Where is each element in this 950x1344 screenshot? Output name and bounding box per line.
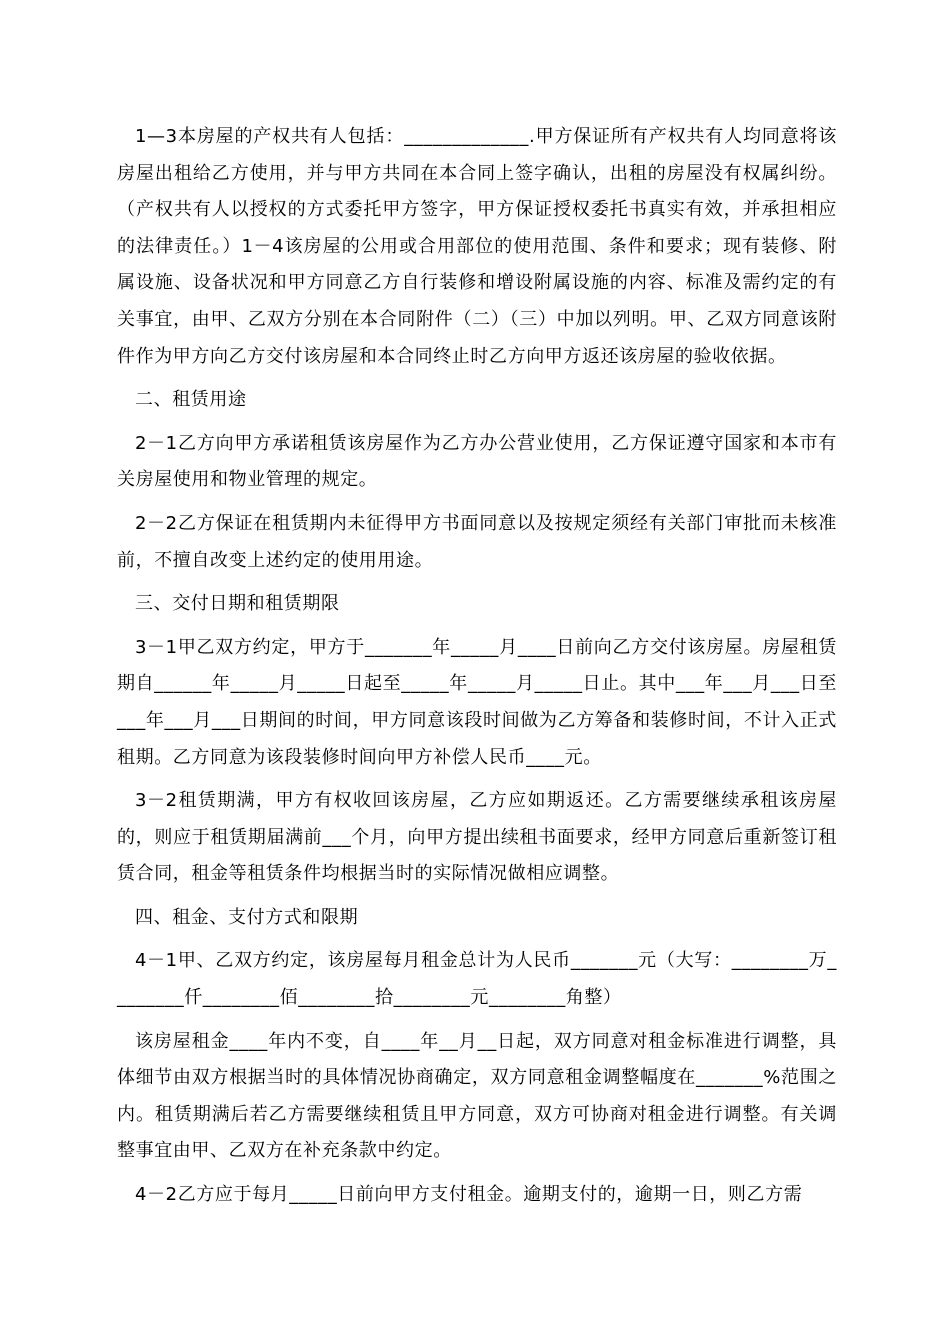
clause-4-2-paragraph: 4－2乙方应于每月_____日前向甲方支付租金。逾期支付的，逾期一日，则乙方需: [135, 1184, 803, 1206]
clause-2-1-paragraph: 2－1乙方向甲方承诺租赁该房屋作为乙方办公营业使用，乙方保证遵守国家和本市有关房屋使用和物业管理的规定。: [117, 432, 837, 491]
section-2-heading: 二、租赁用途: [135, 389, 247, 411]
clause-3-1-paragraph: 3－1甲乙双方约定，甲方于_______年_____月____日前向乙方交付该房屋。房屋租赁期自______年_____月_____日起至_____年_____月_____日止。其中___年___月___日至___年___月___日期间的时间，甲方同意该段时间做为乙方筹备和装修时间，不计入正式租期。乙方同意为该段装修时间向甲方补偿人民币____元。: [117, 636, 837, 768]
clause-1-3-paragraph: 1—3本房屋的产权共有人包括：_____________.甲方保证所有产权共有人均同意将该房屋出租给乙方使用，并与甲方共同在本合同上签字确认，出租的房屋没有权属纠纷。（产权共有人以授权的方式委托甲方签字，甲方保证授权委托书真实有效，并承担相应的法律责任。）1－4该房屋的公用或合用部位的使用范围、条件和要求；现有装修、附属设施、设备状况和甲方同意乙方自行装修和增设附属设施的内容、标准及需约定的有关事宜，由甲、乙双方分别在本合同附件（二）（三）中加以列明。甲、乙双方同意该附件作为甲方向乙方交付该房屋和本合同终止时乙方向甲方返还该房屋的验收依据。: [117, 126, 837, 367]
document-page: [117, 119, 837, 1221]
clause-2-2-paragraph: 2－2乙方保证在租赁期内未征得甲方书面同意以及按规定须经有关部门审批而未核准前，不擅自改变上述约定的使用用途。: [117, 512, 837, 571]
clause-4-1-paragraph: 4－1甲、乙双方约定，该房屋每月租金总计为人民币_______元（大写：________万________仟________佰________拾________元________角整）: [117, 950, 837, 1009]
rent-adjustment-paragraph: 该房屋租金____年内不变，自____年__月__日起，双方同意对租金标准进行调整，具体细节由双方根据当时的具体情况协商确定，双方同意租金调整幅度在_______%范围之内。租赁期满后若乙方需要继续租赁且甲方同意，双方可协商对租金进行调整。有关调整事宜由甲、乙双方在补充条款中约定。: [117, 1030, 837, 1162]
section-3-heading: 三、交付日期和租赁期限: [135, 593, 340, 615]
clause-3-2-paragraph: 3－2租赁期满，甲方有权收回该房屋，乙方应如期返还。乙方需要继续承租该房屋的，则应于租赁期届满前___个月，向甲方提出续租书面要求，经甲方同意后重新签订租赁合同，租金等租赁条件均根据当时的实际情况做相应调整。: [117, 790, 837, 885]
section-4-heading: 四、租金、支付方式和限期: [135, 906, 359, 928]
